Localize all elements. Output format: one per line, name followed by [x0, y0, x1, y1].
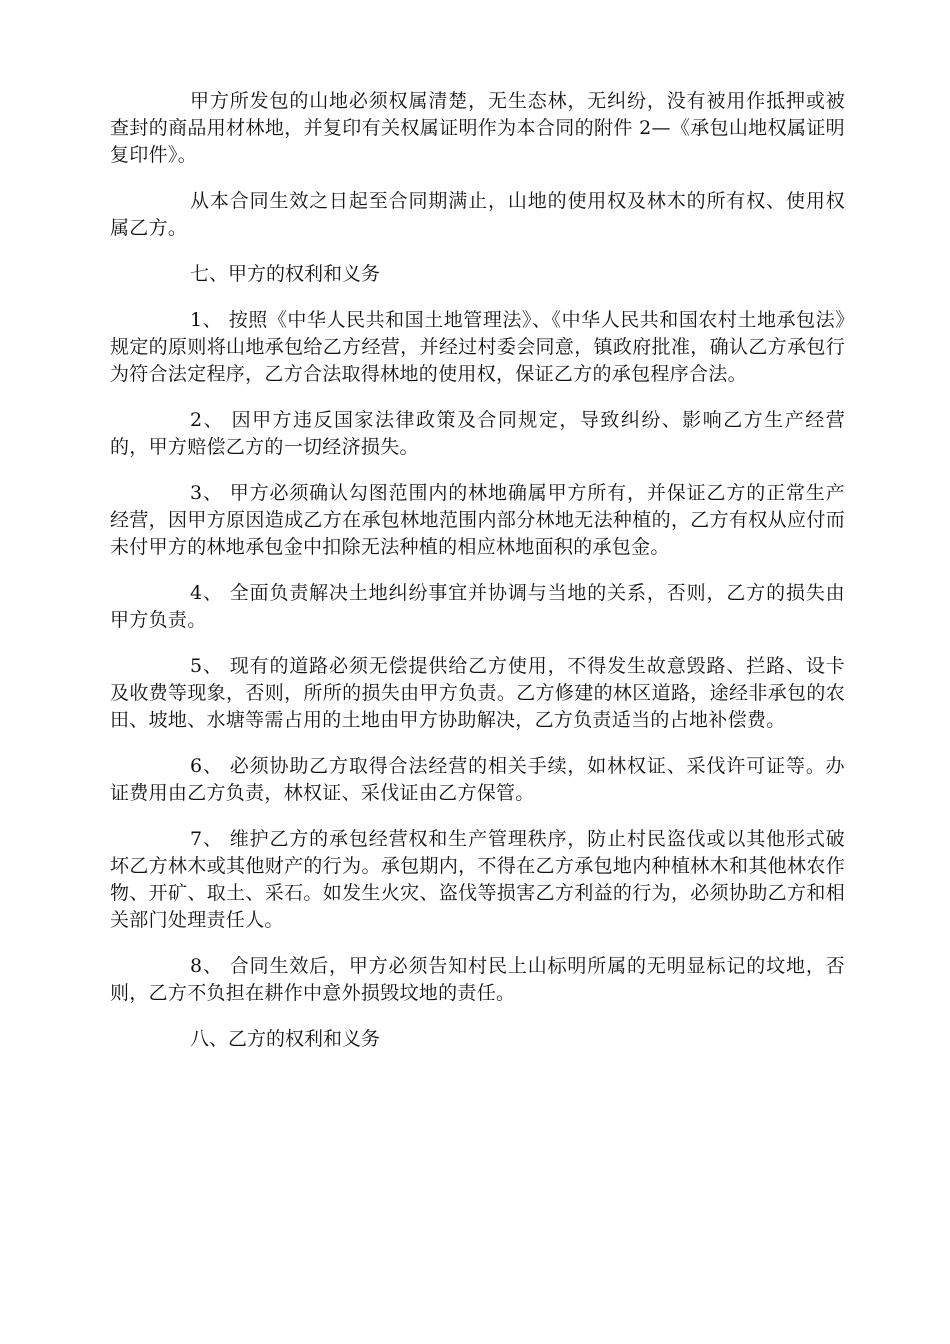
clause-a-3: 3、 甲方必须确认勾图范围内的林地确属甲方所有，并保证乙方的正常生产经营，因甲方原因造成乙方在承包林地范围内部分林地无法种植的，乙方有权从应付而未付甲方的林地承包金中扣除无法种植的相应林地面积的承包金。 [110, 482, 845, 558]
clause-a-6: 6、 必须协助乙方取得合法经营的相关手续，如林权证、采伐许可证等。办证费用由乙方负责，林权证、采伐证由乙方保管。 [110, 755, 845, 804]
clause-a-4: 4、 全面负责解决土地纠纷事宜并协调与当地的关系，否则，乙方的损失由甲方负责。 [110, 582, 845, 631]
section-heading-party-a: 七、甲方的权利和义务 [190, 263, 381, 285]
document-page [110, 88, 845, 1072]
clause-a-1: 1、 按照《中华人民共和国土地管理法》、《中华人民共和国农村土地承包法》规定的原则将山地承包给乙方经营，并经过村委会同意，镇政府批准，确认乙方承包行为符合法定程序，乙方合法取得林地的使用权，保证乙方的承包程序合法。 [110, 309, 845, 385]
clause-a-5: 5、 现有的道路必须无偿提供给乙方使用，不得发生故意毁路、拦路、设卡及收费等现象，否则，所所的损失由甲方负责。乙方修建的林区道路，途经非承包的农田、坡地、水塘等需占用的土地由甲方协助解决，乙方负责适当的占地补偿费。 [110, 655, 845, 731]
paragraph-ownership-clarity: 甲方所发包的山地必须权属清楚，无生态林，无纠纷，没有被用作抵押或被查封的商品用材林地，并复印有关权属证明作为本合同的附件 2—《承包山地权属证明复印件》。 [110, 90, 845, 166]
clause-a-2: 2、 因甲方违反国家法律政策及合同规定，导致纠纷、影响乙方生产经营的，甲方赔偿乙方的一切经济损失。 [110, 409, 845, 458]
section-heading-party-b: 八、乙方的权利和义务 [190, 1028, 381, 1050]
clause-a-7: 7、 维护乙方的承包经营权和生产管理秩序，防止村民盗伐或以其他形式破坏乙方林木或其他财产的行为。承包期内，不得在乙方承包地内种植林木和其他林农作物、开矿、取土、采石。如发生火灾、盗伐等损害乙方利益的行为，必须协助乙方和相关部门处理责任人。 [110, 828, 845, 931]
paragraph-usage-rights: 从本合同生效之日起至合同期满止，山地的使用权及林木的所有权、使用权属乙方。 [110, 190, 845, 239]
clause-a-8: 8、 合同生效后，甲方必须告知村民上山标明所属的无明显标记的坟地，否则，乙方不负担在耕作中意外损毁坟地的责任。 [110, 955, 845, 1004]
